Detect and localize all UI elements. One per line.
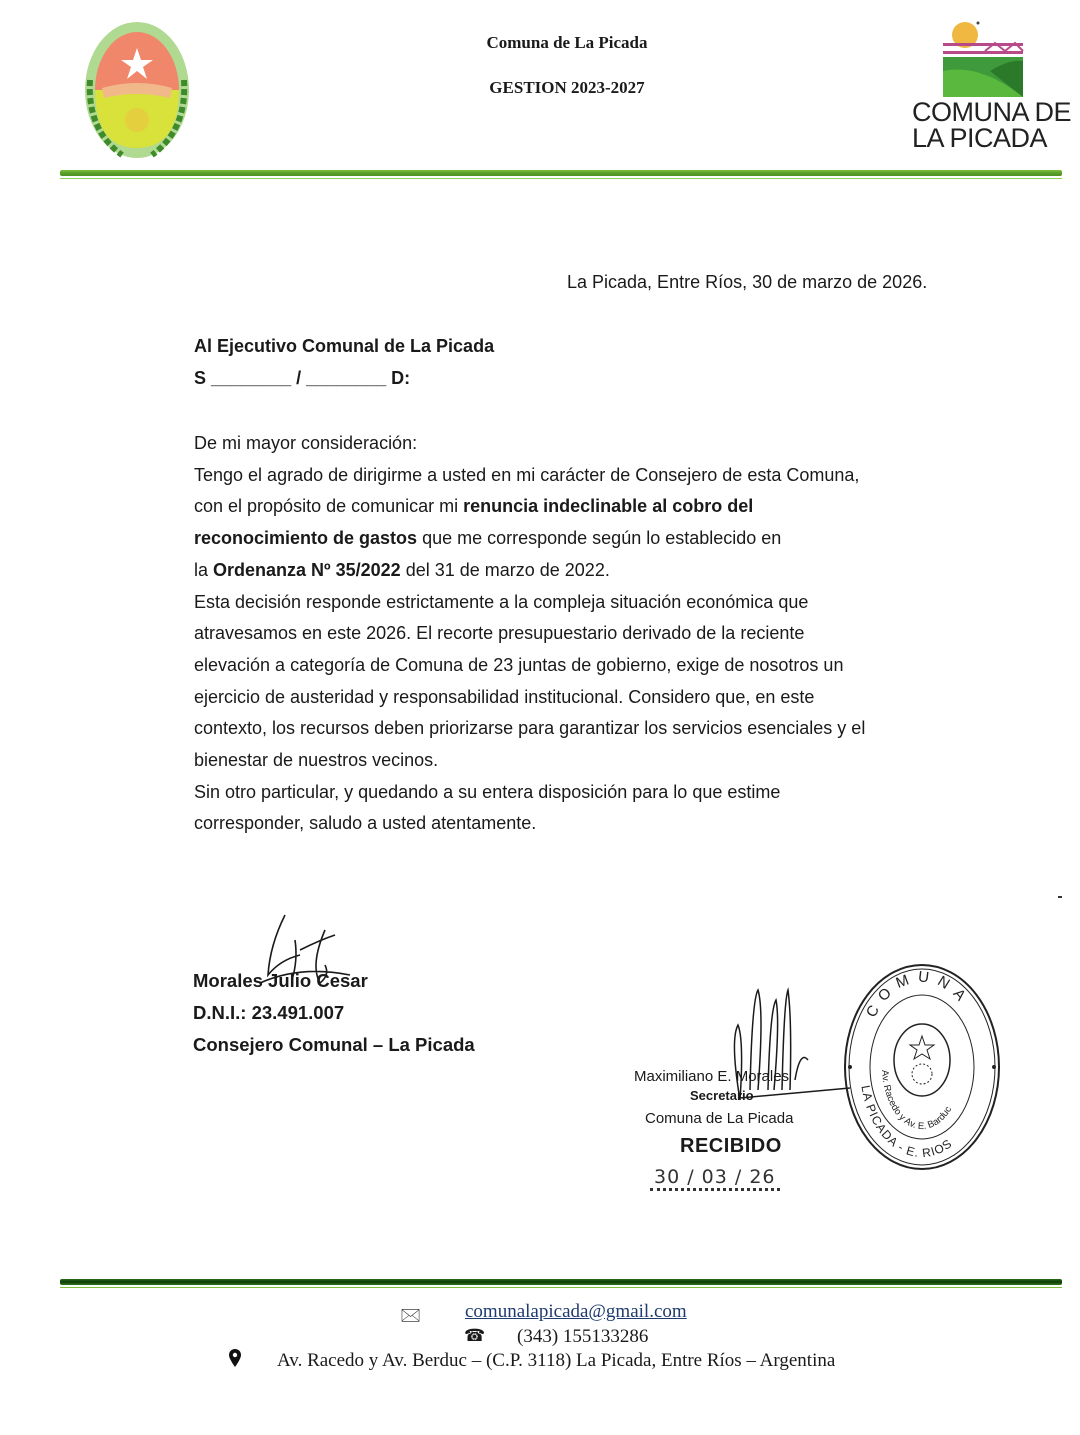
signer-role: Consejero Comunal – La Picada [193,1034,475,1055]
p3-line-2: corresponder, saludo a usted atentamente. [194,813,537,834]
phone-icon: ☎ [464,1326,486,1345]
receiver-name: Maximiliano E. Morales [634,1068,790,1085]
p1-text-d: la [194,559,214,580]
receiver-signature [720,980,850,1105]
header-divider [60,170,1062,176]
signer-dni: D.N.I.: 23.491.007 [193,1002,345,1023]
seal-top-text: COMUNA [862,968,975,1021]
salutation: De mi mayor consideración: [194,433,418,453]
p1-text-a: Tengo el agrado de dirigirme a usted en mi carácter de Consejero de esta Comuna, [194,464,860,485]
location-pin-icon [229,1349,241,1367]
seal-inner-text: Av. Racedo y Av. E. Barduc [879,1069,955,1133]
date-line: La Picada, Entre Ríos, 30 de marzo de 2026. [567,272,928,292]
email-link[interactable]: comunalapicada@gmail.com [465,1301,687,1322]
p1-bold-2: reconocimiento de gastos [194,528,418,549]
signer-name: Morales Julio Cesar [193,970,368,991]
sd-line: S ________ / ________ D: [194,368,411,388]
paragraph-1 [194,460,1014,587]
p2-line-5: contexto, los recursos deben priorizarse para garantizar los servicios esenciales y el [194,718,866,739]
svg-text:Av. Racedo y Av. E. Barduc [879,1070,954,1132]
footer-divider [60,1279,1062,1285]
received-date: 30 / 03 / 26 [650,1166,780,1191]
p2-line-4: ejercicio de austeridad y responsabilidad institucional. Considero que, en este [194,686,815,707]
paragraph-3 [194,777,1014,840]
p2-line-6: bienestar de nuestros vecinos. [194,750,439,771]
header-divider-thin [60,178,1062,179]
p1-text-e: del 31 de marzo de 2022. [400,559,610,580]
seal-bottom-text: LA PICADA - E. RIOS [858,1084,955,1161]
org-name-header: Comuna de La Picada [486,33,648,52]
p2-line-3: elevación a categoría de Comuna de 23 juntas de gobierno, exige de nosotros un [194,654,844,675]
receiver-title: Secretario [690,1088,754,1103]
p1-bold-3: Ordenanza Nº 35/2022 [213,559,401,580]
p1-text-b: con el propósito de comunicar mi [194,496,464,517]
paragraph-2 [194,587,1014,777]
p2-line-1: Esta decisión responde estrictamente a la compleja situación económica que [194,591,809,612]
gestion-header: GESTION 2023-2027 [489,78,645,97]
p2-line-2: atravesamos en este 2026. El recorte presupuestario derivado de la reciente [194,623,805,644]
logo-text-line2: LA PICADA [912,123,1048,153]
address: Av. Racedo y Av. Berduc – (C.P. 3118) La Picada, Entre Ríos – Argentina [277,1350,836,1371]
letter-body [194,428,1014,840]
receiver-org: Comuna de La Picada [645,1110,794,1127]
phone-number: (343) 155133286 [517,1326,649,1347]
p1-text-c: que me corresponde según lo establecido en [417,528,782,549]
official-seal [842,962,1002,1172]
p3-line-1: Sin otro particular, y quedando a su entera disposición para lo que estime [194,781,781,802]
logo-text-line1: COMUNA DE [912,97,1072,127]
envelope-icon: 🖂 [400,1305,422,1325]
scan-mark [1058,896,1062,898]
recipient: Al Ejecutivo Comunal de La Picada [194,336,495,356]
p1-bold-1: renuncia indeclinable al cobro del [463,496,754,517]
received-label: RECIBIDO [680,1135,782,1157]
footer-divider-thin [60,1287,1062,1288]
